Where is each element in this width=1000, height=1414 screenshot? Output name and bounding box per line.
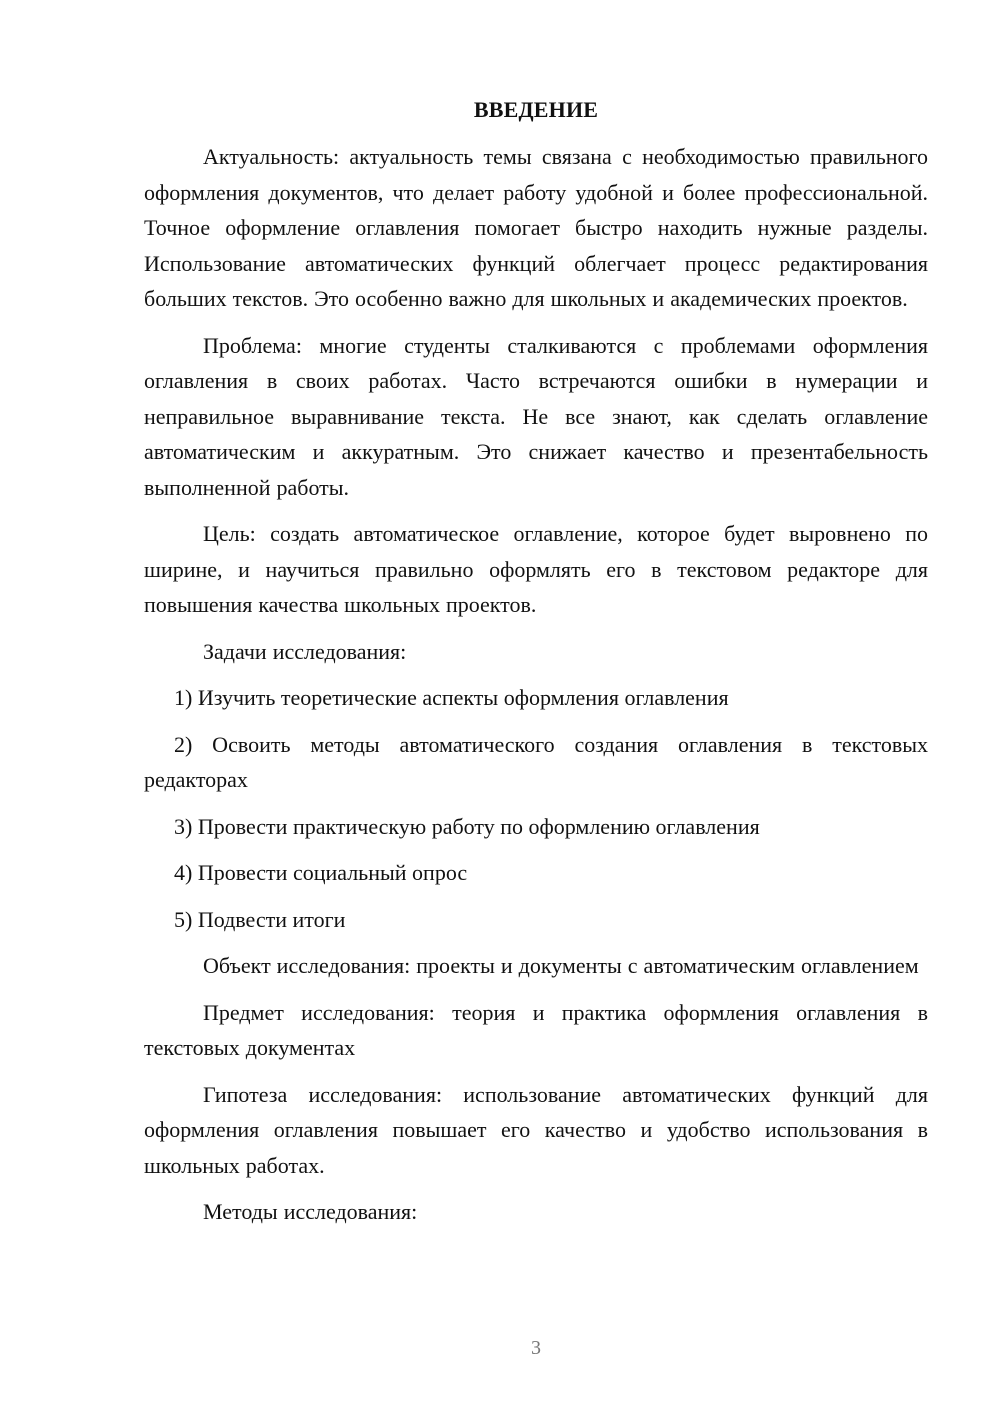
tasks-heading: Задачи исследования: — [203, 638, 407, 664]
task-item: 5) Подвести итоги — [174, 906, 346, 932]
task-item: 4) Провести социальный опрос — [174, 860, 468, 885]
problem-paragraph: Проблема: многие студенты сталкиваются с проблемами оформления оглавления в своих работах. Часто встречаются ошибки в нумерации и неправильное выравнивание текста. Не все знают, как сделать оглавление автоматическим и аккуратным. Это снижает качество и презентабельность выполненной работы. — [144, 332, 928, 500]
section-title: ВВЕДЕНИЕ — [473, 97, 599, 122]
page-number: 3 — [531, 1337, 541, 1359]
task-item: 1) Изучить теоретические аспекты оформления оглавления — [174, 685, 729, 710]
page-content — [144, 95, 928, 1241]
hypothesis-paragraph: Гипотеза исследования: использование автоматических функций для оформления оглавления повышает его качество и удобство использования в школьных работах. — [144, 1081, 928, 1178]
object-paragraph: Объект исследования: проекты и документы с автоматическим оглавлением — [203, 953, 919, 978]
relevance-paragraph: Актуальность: актуальность темы связана с необходимостью правильного оформления документов, что делает работу удобной и более профессиональной. Точное оформление оглавления помогает быстро находить нужные разделы. Использование автоматических функций облегчает процесс редактирования больших текстов. Это особенно важно для школьных и академических проектов. — [144, 144, 928, 311]
methods-heading: Методы исследования: — [203, 1199, 418, 1224]
goal-paragraph: Цель: создать автоматическое оглавление, которое будет выровнено по ширине, и научиться правильно оформлять его в текстовом редакторе для повышения качества школьных проектов. — [144, 521, 928, 617]
task-item: 3) Провести практическую работу по оформлению оглавления — [174, 813, 760, 839]
subject-paragraph: Предмет исследования: теория и практика оформления оглавления в текстовых документах — [144, 999, 928, 1060]
tasks-list — [144, 680, 928, 937]
task-item: 2) Освоить методы автоматического создания оглавления в текстовых редакторах — [144, 731, 928, 792]
